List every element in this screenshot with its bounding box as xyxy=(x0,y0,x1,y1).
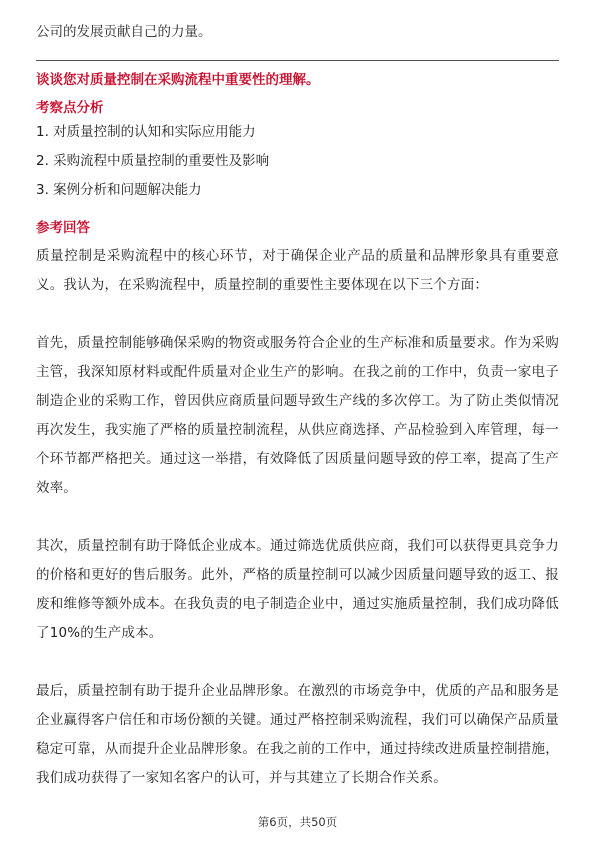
answer-paragraph: 其次，质量控制有助于降低企业成本。通过筛选优质供应商，我们可以获得更具竞争力的价格和更好的售后服务。此外，严格的质量控制可以减少因质量问题导致的返工、报废和维修等额外成本。在我负责的电子制造企业中，通过实施质量控制，我们成功降低了10%的生产成本。 xyxy=(36,538,559,641)
analysis-heading: 考察点分析 xyxy=(36,100,104,116)
answer-paragraph: 质量控制是采购流程中的核心环节，对于确保企业产品的质量和品牌形象具有重要意义。我认为，在采购流程中，质量控制的重要性主要体现在以下三个方面： xyxy=(36,248,559,293)
intro-text: 公司的发展贡献自己的力量。 xyxy=(36,24,212,40)
question-title: 谈谈您对质量控制在采购流程中重要性的理解。 xyxy=(36,72,320,88)
page-footer: 第6页，共50页 xyxy=(257,815,338,829)
answer-paragraph: 最后，质量控制有助于提升企业品牌形象。在激烈的市场竞争中，优质的产品和服务是企业赢得客户信任和市场份额的关键。通过严格控制采购流程，我们可以确保产品质量稳定可靠，从而提升企业品牌形象。在我之前的工作中，通过持续改进质量控制措施，我们成功获得了一家知名客户的认可，并与其建立了长期合作关系。 xyxy=(36,683,559,786)
analysis-list xyxy=(36,122,559,209)
section-divider xyxy=(36,60,559,61)
answer-paragraph: 首先，质量控制能够确保采购的物资或服务符合企业的生产标准和质量要求。作为采购主管，我深知原材料或配件质量对企业生产的影响。在我之前的工作中，负责一家电子制造企业的采购工作，曾因供应商质量问题导致生产线的多次停工。为了防止类似情况再次发生，我实施了严格的质量控制流程，从供应商选择、产品检验到入库管理，每一个环节都严格把关。通过这一举措，有效降低了因质量问题导致的停工率，提高了生产效率。 xyxy=(36,335,559,496)
answer-heading: 参考回答 xyxy=(36,220,90,236)
analysis-point: 3. 案例分析和问题解决能力 xyxy=(36,182,202,198)
analysis-point: 1. 对质量控制的认知和实际应用能力 xyxy=(36,124,256,140)
answer-body xyxy=(36,242,559,822)
analysis-point: 2. 采购流程中质量控制的重要性及影响 xyxy=(36,153,270,169)
